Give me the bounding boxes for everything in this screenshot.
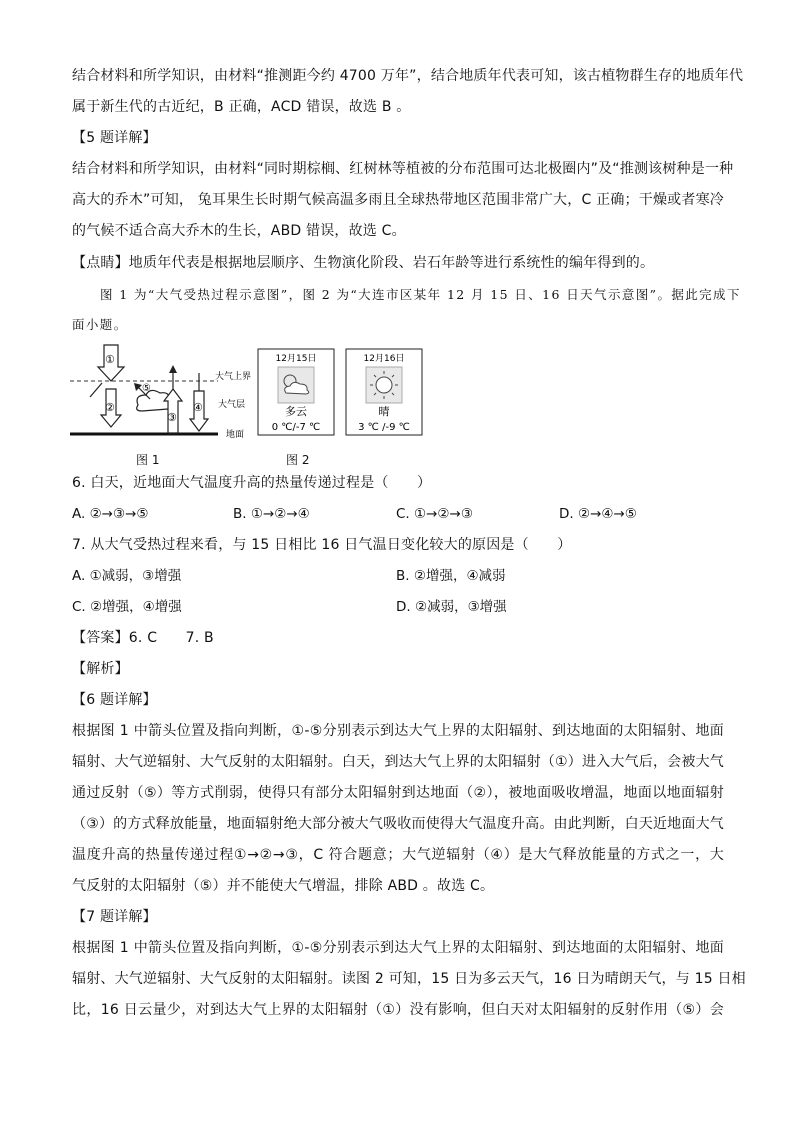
- figure-2-caption: 图 2: [286, 453, 310, 467]
- text-line: 通过反射（⑤）等方式削弱，使得只有部分太阳辐射到达地面（②），被地面吸收增温，地面以地面辐射: [72, 785, 724, 801]
- text-line: 属于新生代的古近纪，B 正确，ACD 错误，故选 B 。: [72, 99, 411, 115]
- section-heading: 【5 题详解】: [72, 130, 157, 146]
- card2-temp: 3 ℃ /-9 ℃: [358, 422, 410, 433]
- text-line: 气反射的太阳辐射（⑤）并不能使大气增温，排除 ABD 。故选 C。: [72, 878, 495, 894]
- card2-date: 12月16日: [363, 354, 405, 364]
- text-line: 高大的乔木”可知， 兔耳果生长时期气候高温多雨且全球热带地区范围非常广大，C 正确；干燥或者寒冷: [72, 192, 724, 208]
- label-2: ②: [105, 401, 115, 414]
- key-point: 【点睛】地质年代表是根据地层顺序、生物演化阶段、岩石年龄等进行系统性的编年得到的。: [72, 255, 655, 271]
- figure-2-diagram: [256, 347, 426, 439]
- figure-1-caption: 图 1: [136, 453, 160, 467]
- q6-option-c: C. ①→②→③: [396, 506, 473, 522]
- q7-option-b: B. ②增强，④减弱: [396, 568, 506, 584]
- text-line: 辐射、大气逆辐射、大气反射的太阳辐射。白天，到达大气上界的太阳辐射（①）进入大气后，会被大气: [72, 754, 724, 770]
- q7-option-a: A. ①减弱，③增强: [72, 568, 182, 584]
- question-intro: 图 1 为“大气受热过程示意图”，图 2 为“大连市区某年 12 月 15 日、16 日天气示意图”。据此完成下: [100, 287, 741, 302]
- analysis-heading: 【解析】: [72, 661, 129, 677]
- card1-date: 12月15日: [275, 354, 317, 364]
- text-line: 根据图 1 中箭头位置及指向判断，①-⑤分别表示到达大气上界的太阳辐射、到达地面的太阳辐射、地面: [72, 723, 724, 739]
- text-line: （③）的方式释放能量，地面辐射绝大部分被大气吸收而使得大气温度升高。由此判断，白天近地面大气: [72, 816, 724, 832]
- text-line: 结合材料和所学知识，由材料“同时期棕榈、红树林等植被的分布范围可达北极圈内”及“推测该树种是一种: [72, 161, 734, 177]
- figure-1-diagram: [68, 343, 258, 443]
- q6-option-d: D. ②→④→⑤: [559, 506, 637, 522]
- detail-7-heading: 【7 题详解】: [72, 909, 157, 925]
- q6-option-a: A. ②→③→⑤: [72, 506, 149, 522]
- text-line: 比，16 日云量少，对到达大气上界的太阳辐射（①）没有影响，但白天对太阳辐射的反射作用（⑤）会: [72, 1002, 724, 1018]
- label-1: ①: [105, 353, 115, 366]
- detail-6-heading: 【6 题详解】: [72, 692, 157, 708]
- label-3: ③: [167, 411, 177, 424]
- text-line: 辐射、大气逆辐射、大气反射的太阳辐射。读图 2 可知，15 日为多云天气，16 日为晴朗天气，与 15 日相: [72, 971, 746, 987]
- label-atmosphere-top: 大气上界: [215, 372, 252, 382]
- q7-option-d: D. ②减弱，③增强: [396, 599, 507, 615]
- text-line: 结合材料和所学知识，由材料“推测距今约 4700 万年”，结合地质年代表可知，该古植物群生存的地质年代: [72, 68, 744, 84]
- card1-weather: 多云: [285, 405, 307, 418]
- question-intro: 面小题。: [72, 317, 128, 332]
- label-ground: 地面: [226, 430, 245, 440]
- text-line: 的气候不适合高大乔木的生长，ABD 错误，故选 C。: [72, 223, 406, 239]
- question-7-stem: 7. 从大气受热过程来看，与 15 日相比 16 日气温日变化较大的原因是（ ）: [72, 537, 572, 553]
- label-5: ⑤: [142, 383, 151, 394]
- card1-temp: 0 ℃/-7 ℃: [271, 422, 321, 433]
- question-6-stem: 6. 白天，近地面大气温度升高的热量传递过程是（ ）: [72, 475, 432, 491]
- label-atmosphere-layer: 大气层: [218, 400, 246, 410]
- q7-option-c: C. ②增强，④增强: [72, 599, 182, 615]
- card2-weather: 晴: [378, 405, 390, 418]
- q6-option-b: B. ①→②→④: [233, 506, 310, 522]
- answer-line: 【答案】6. C 7. B: [72, 630, 214, 646]
- text-line: 根据图 1 中箭头位置及指向判断，①-⑤分别表示到达大气上界的太阳辐射、到达地面的太阳辐射、地面: [72, 940, 724, 956]
- text-line: 温度升高的热量传递过程①→②→③，C 符合题意；大气逆辐射（④）是大气释放能量的方式之一，大: [72, 847, 724, 863]
- label-4: ④: [193, 401, 203, 414]
